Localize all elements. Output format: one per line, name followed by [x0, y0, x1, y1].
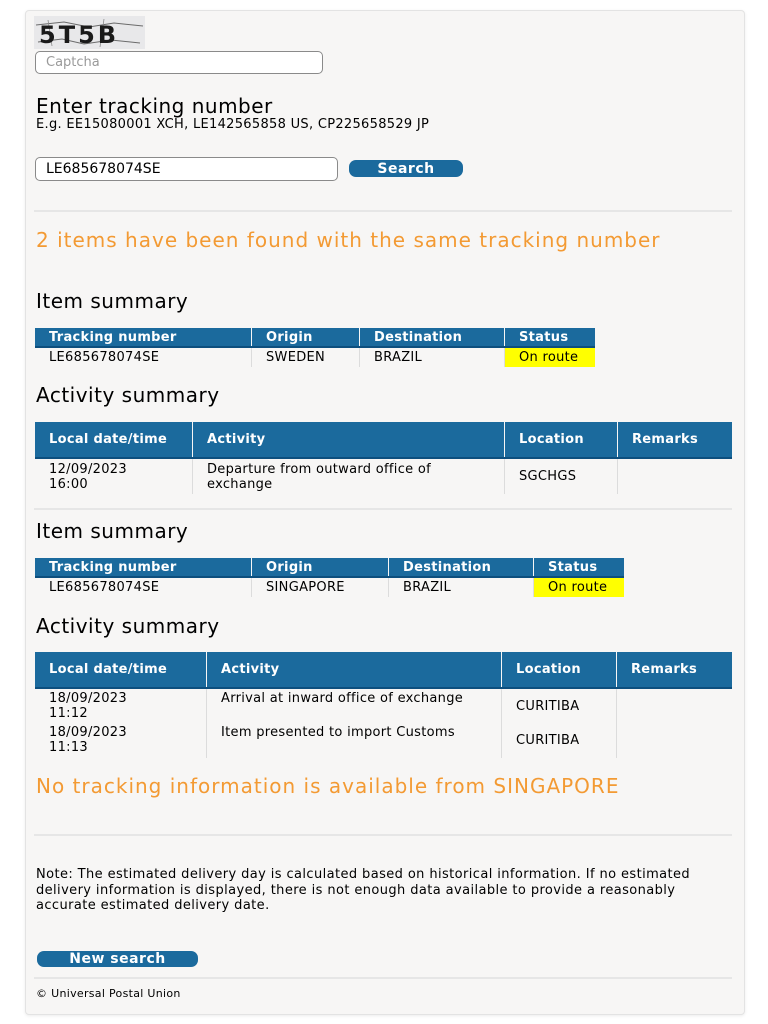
table-row [35, 347, 595, 367]
captcha-text: 5T5B [39, 21, 120, 49]
item-summary-table [35, 328, 595, 367]
captcha-input[interactable] [35, 51, 323, 74]
delivery-note: Note: The estimated delivery day is calculated based on historical information. If no estimated delivery information is displayed, there is not enough data available to provide a reasonably accurate estimated delivery date. [36, 867, 691, 913]
origin-cell: SINGAPORE [252, 577, 389, 597]
tracking-example: E.g. EE15080001 XCH, LE142565858 US, CP225658529 JP [36, 117, 430, 132]
origin-cell: SWEDEN [252, 347, 360, 367]
activity-summary-heading: Activity summary [36, 383, 220, 407]
divider [34, 210, 732, 212]
tracking-number-cell: LE685678074SE [35, 347, 252, 367]
time-text: 11:12 [49, 706, 88, 721]
item-summary-heading: Item summary [36, 519, 189, 543]
remarks-cell [617, 723, 733, 758]
new-search-button[interactable]: New search [37, 951, 198, 967]
remarks-cell [618, 458, 733, 494]
column-header: Status [534, 558, 625, 577]
column-header: Destination [360, 328, 505, 347]
date-text: 12/09/2023 [49, 462, 127, 477]
activity-cell: Departure from outward office of exchange [193, 458, 505, 494]
item-summary-table [35, 558, 624, 597]
status-badge: On route [505, 347, 596, 367]
time-text: 11:13 [49, 740, 88, 755]
destination-cell: BRAZIL [389, 577, 534, 597]
column-header: Origin [252, 328, 360, 347]
table-row [35, 458, 732, 494]
location-cell: CURITIBA [502, 723, 617, 758]
datetime-cell [35, 723, 207, 758]
column-header: Tracking number [35, 328, 252, 347]
column-header: Remarks [618, 422, 733, 458]
activity-table [35, 422, 732, 494]
search-button[interactable]: Search [349, 160, 463, 177]
table-row [35, 577, 624, 597]
table-row [35, 723, 732, 758]
time-text: 16:00 [49, 477, 88, 492]
copyright-footer: © Universal Postal Union [36, 987, 181, 1000]
column-header: Activity [207, 652, 502, 688]
column-header: Location [502, 652, 617, 688]
activity-cell: Arrival at inward office of exchange [207, 688, 502, 723]
column-header: Local date/time [35, 652, 207, 688]
column-header: Local date/time [35, 422, 193, 458]
tracking-number-cell: LE685678074SE [35, 577, 252, 597]
datetime-cell [35, 458, 193, 494]
column-header: Destination [389, 558, 534, 577]
column-header: Activity [193, 422, 505, 458]
activity-cell: Item presented to import Customs [207, 723, 502, 758]
column-header: Location [505, 422, 618, 458]
column-header: Status [505, 328, 596, 347]
activity-table [35, 652, 732, 758]
results-message: 2 items have been found with the same tracking number [36, 228, 661, 252]
no-info-message: No tracking information is available from SINGAPORE [36, 774, 620, 798]
captcha-image [34, 16, 145, 49]
location-cell: SGCHGS [505, 458, 618, 494]
table-row [35, 688, 732, 723]
date-text: 18/09/2023 [49, 691, 127, 706]
tracking-number-input[interactable] [35, 157, 338, 181]
remarks-cell [617, 688, 733, 723]
date-text: 18/09/2023 [49, 725, 127, 740]
divider [34, 977, 732, 979]
destination-cell: BRAZIL [360, 347, 505, 367]
status-badge: On route [534, 577, 625, 597]
location-cell: CURITIBA [502, 688, 617, 723]
datetime-cell [35, 688, 207, 723]
divider [34, 834, 732, 836]
item-summary-heading: Item summary [36, 289, 189, 313]
column-header: Origin [252, 558, 389, 577]
column-header: Remarks [617, 652, 733, 688]
column-header: Tracking number [35, 558, 252, 577]
activity-summary-heading: Activity summary [36, 614, 220, 638]
divider [34, 508, 732, 510]
tracking-heading: Enter tracking number [36, 94, 273, 118]
